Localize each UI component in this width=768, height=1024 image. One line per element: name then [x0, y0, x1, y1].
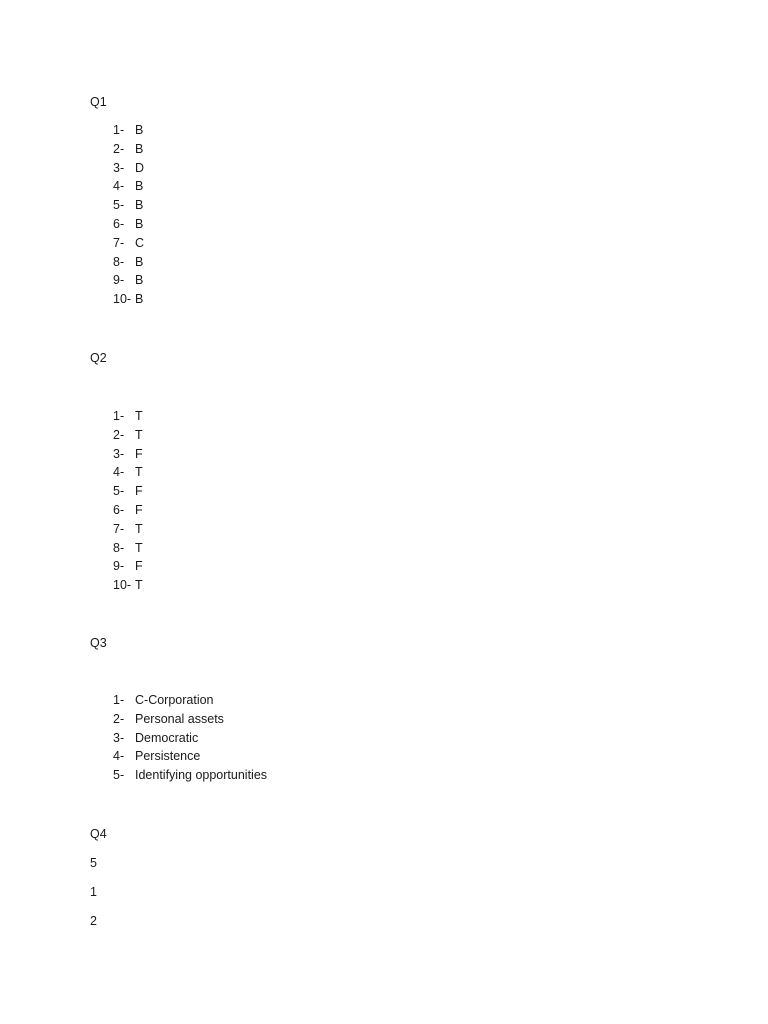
list-item: [113, 426, 143, 445]
item-number: 7-: [113, 521, 125, 536]
item-answer: F: [135, 559, 143, 574]
item-number: 3-: [113, 730, 125, 745]
item-number: 6-: [113, 502, 125, 517]
item-answer: T: [135, 427, 143, 442]
item-answer: B: [135, 141, 144, 156]
item-number: 4-: [113, 179, 125, 194]
item-answer: T: [135, 409, 143, 423]
list-item: [113, 520, 143, 539]
item-answer: D: [135, 160, 145, 175]
item-number: 2-: [113, 427, 125, 442]
item-number: 9-: [113, 559, 125, 574]
list-item: [113, 445, 143, 464]
q1-answer-list: [113, 121, 144, 309]
list-item: [113, 747, 267, 766]
item-number: 1-: [113, 693, 125, 707]
item-number: 1-: [113, 123, 125, 137]
list-item: [113, 234, 144, 253]
item-number: 5-: [113, 198, 125, 213]
item-number: 8-: [113, 254, 125, 269]
q4-heading: Q4: [90, 827, 107, 841]
item-answer: B: [135, 179, 144, 194]
item-number: 4-: [113, 465, 125, 480]
q4-answer-2: 1: [90, 885, 97, 899]
item-number: 6-: [113, 216, 125, 231]
item-answer: C: [135, 235, 145, 250]
list-item: [113, 766, 267, 785]
item-number: 2-: [113, 711, 125, 726]
list-item: [113, 463, 143, 482]
list-item: [113, 215, 144, 234]
item-number: 10-: [113, 292, 132, 307]
item-answer: B: [135, 123, 144, 137]
list-item: [113, 557, 143, 576]
q2-answer-list: [113, 407, 143, 595]
item-answer: Persistence: [135, 749, 201, 764]
item-answer: Democratic: [135, 730, 199, 745]
list-item: [113, 271, 144, 290]
list-item: [113, 140, 144, 159]
item-answer: F: [135, 484, 143, 499]
item-number: 10-: [113, 578, 132, 593]
item-answer: T: [135, 521, 143, 536]
q1-heading: Q1: [90, 95, 107, 109]
item-number: 3-: [113, 160, 125, 175]
list-item: [113, 253, 144, 272]
list-item: [113, 121, 144, 140]
item-answer: B: [135, 292, 144, 307]
item-number: 9-: [113, 273, 125, 288]
list-item: [113, 539, 143, 558]
list-item: [113, 407, 143, 426]
list-item: [113, 501, 143, 520]
item-answer: T: [135, 540, 143, 555]
item-answer: T: [135, 578, 143, 593]
q2-heading: Q2: [90, 351, 107, 365]
list-item: [113, 177, 144, 196]
item-answer: B: [135, 198, 144, 213]
item-answer: C-Corporation: [135, 693, 214, 707]
item-number: 2-: [113, 141, 125, 156]
list-item: [113, 196, 144, 215]
item-number: 3-: [113, 446, 125, 461]
q4-answer-3: 2: [90, 914, 97, 928]
item-answer: T: [135, 465, 143, 480]
item-answer: B: [135, 254, 144, 269]
q4-answer-1: 5: [90, 856, 97, 870]
item-answer: Personal assets: [135, 711, 224, 726]
list-item: [113, 691, 267, 710]
item-answer: B: [135, 216, 144, 231]
item-number: 8-: [113, 540, 125, 555]
list-item: [113, 159, 144, 178]
item-answer: B: [135, 273, 144, 288]
list-item: [113, 710, 267, 729]
item-number: 7-: [113, 235, 125, 250]
item-number: 5-: [113, 768, 125, 783]
list-item: [113, 729, 267, 748]
list-item: [113, 290, 144, 309]
q3-answer-list: [113, 691, 267, 785]
item-answer: Identifying opportunities: [135, 768, 268, 783]
item-answer: F: [135, 502, 143, 517]
q3-heading: Q3: [90, 636, 107, 650]
list-item: [113, 576, 143, 595]
item-answer: F: [135, 446, 143, 461]
item-number: 5-: [113, 484, 125, 499]
item-number: 1-: [113, 409, 125, 423]
list-item: [113, 482, 143, 501]
item-number: 4-: [113, 749, 125, 764]
